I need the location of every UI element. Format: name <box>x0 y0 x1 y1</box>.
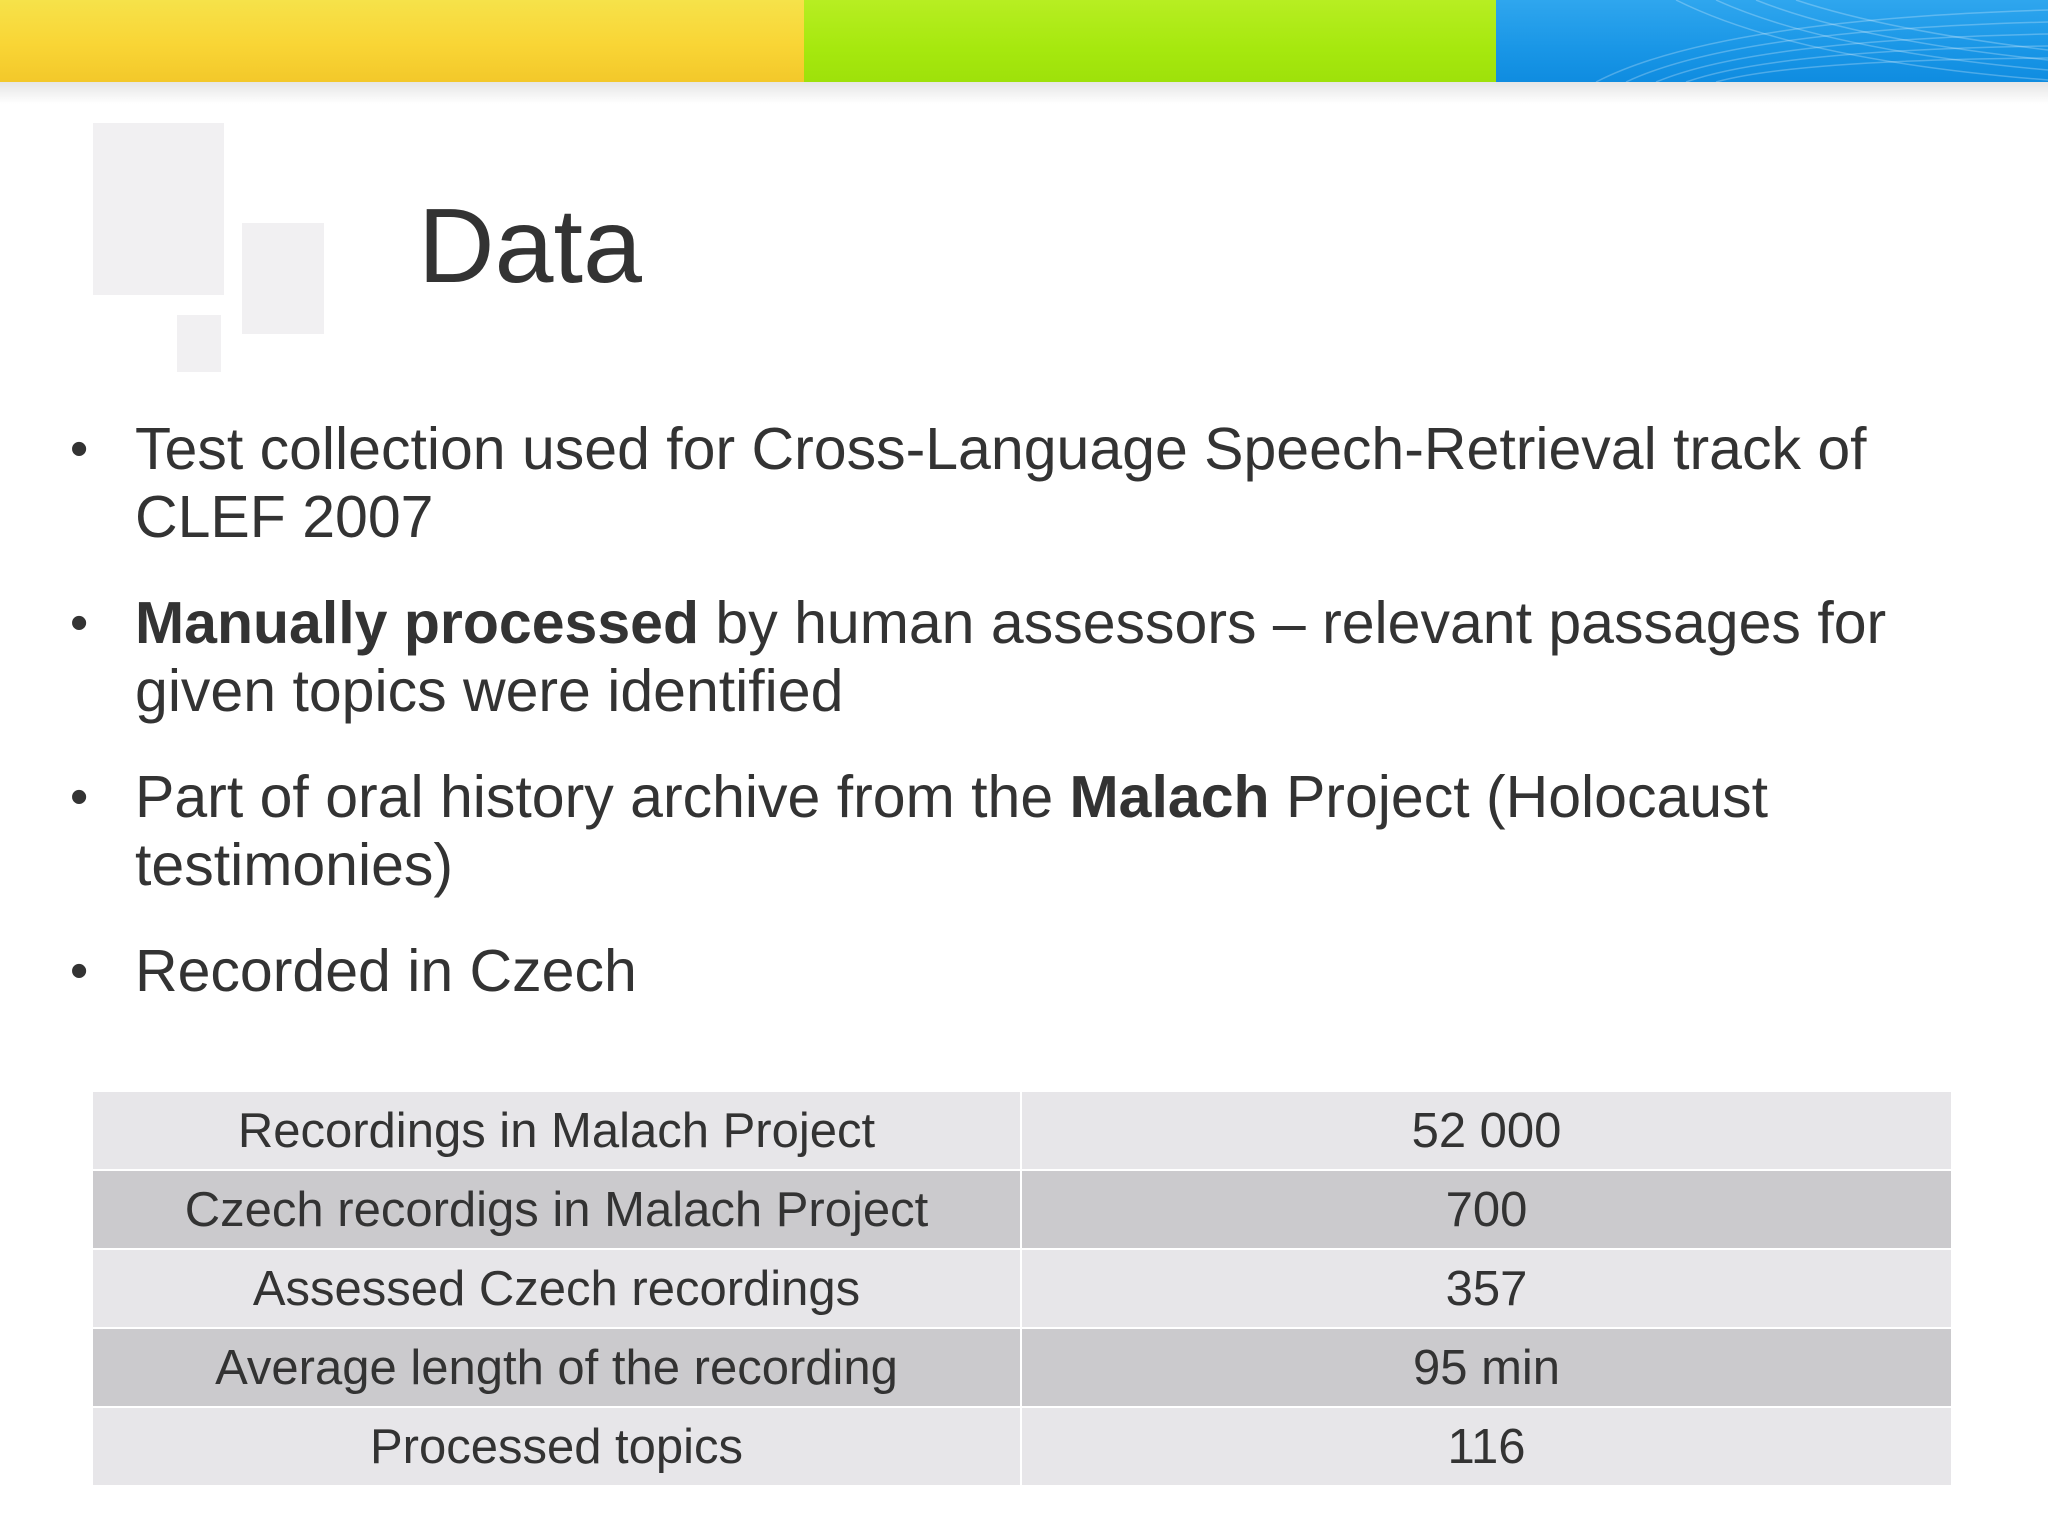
statistics-table <box>93 1092 1951 1487</box>
bullet-dot-icon: • <box>70 420 89 478</box>
table-cell-label: Average length of the recording <box>93 1328 1021 1407</box>
bullet-bold-text: Malach <box>1069 764 1270 830</box>
table-row <box>93 1249 1951 1328</box>
bullet-bold-text: Manually processed <box>135 590 699 656</box>
bullet-dot-icon: • <box>70 768 89 826</box>
bullet-item <box>64 937 1994 1005</box>
bullet-text: Project (Holocaust testimonies) <box>135 764 1768 898</box>
bullet-item <box>64 763 1994 899</box>
bullet-text: Recorded in Czech <box>135 938 637 1004</box>
table-cell-value: 700 <box>1021 1170 1951 1249</box>
banner-blue-segment <box>1496 0 2048 82</box>
bullet-text: by human assessors – relevant passages for given topics were identified <box>135 590 1887 724</box>
slide-title: Data <box>418 187 642 305</box>
table-cell-label: Recordings in Malach Project <box>93 1092 1021 1170</box>
bullet-text: Part of oral history archive from the <box>135 764 1070 830</box>
table-cell-value: 52 000 <box>1021 1092 1951 1170</box>
bullet-text: Test collection used for Cross-Language Speech-Retrieval track of CLEF 2007 <box>135 416 1867 550</box>
table-row <box>93 1328 1951 1407</box>
decorative-square-medium <box>242 223 324 334</box>
banner-yellow-segment <box>0 0 804 82</box>
table-cell-value: 116 <box>1021 1407 1951 1486</box>
table-row <box>93 1170 1951 1249</box>
header-banner <box>0 0 2048 82</box>
banner-shadow <box>0 82 2048 104</box>
decorative-square-large <box>93 123 224 295</box>
bullet-list <box>64 415 1994 1043</box>
bullet-dot-icon: • <box>70 594 89 652</box>
table-cell-value: 357 <box>1021 1249 1951 1328</box>
table-row <box>93 1092 1951 1170</box>
decorative-square-small <box>177 315 221 372</box>
table-cell-label: Assessed Czech recordings <box>93 1249 1021 1328</box>
banner-wave-pattern <box>1496 0 2048 82</box>
table-cell-value: 95 min <box>1021 1328 1951 1407</box>
table-cell-label: Czech recordigs in Malach Project <box>93 1170 1021 1249</box>
bullet-item <box>64 415 1994 551</box>
bullet-dot-icon: • <box>70 942 89 1000</box>
bullet-item <box>64 589 1994 725</box>
table-row <box>93 1407 1951 1486</box>
banner-green-segment <box>804 0 1496 82</box>
table-cell-label: Processed topics <box>93 1407 1021 1486</box>
